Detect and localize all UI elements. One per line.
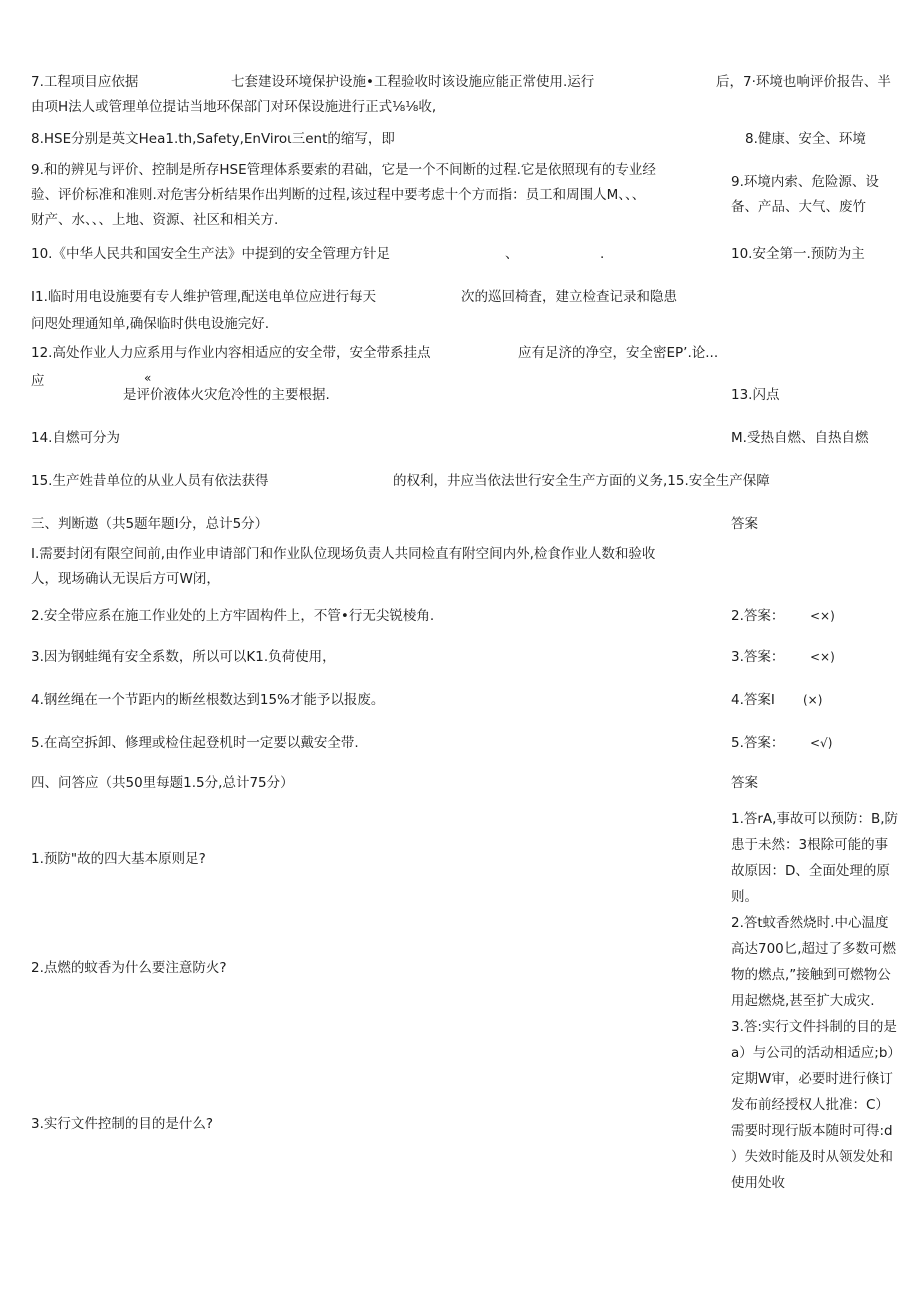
judge-item-3-answer-mark: <×) [810,650,835,664]
q13-question: 是评价液体火灾危冷性的主要根据. [123,387,330,403]
qa-answer-line: 患于未然：3根除可能的事 [731,837,889,853]
judge-item-4-answer-mark: (×) [803,693,823,707]
q10-answer: 10.安全第一.预防为主 [731,246,865,262]
q11-part-a: I1.临时用电设施要有专人维护管理,配送电单位应进行每天 [31,289,377,305]
judge-answer-header: 答案 [731,516,758,532]
judge-item-3-answer-label: 3.答案： [731,649,785,665]
judge-item-3: 3.因为钢蛙绳有安全系数，所以可以K1.负荷使用， [31,649,336,665]
judge-item-5-answer-mark: <√) [810,736,833,750]
qa-answer-line: 发布前经授权人批准：C） [731,1097,889,1113]
qa-answer-line: a）与公司的活动相适应;b） [731,1045,901,1061]
q10-question: 10.《中华人民共和国安全生产法》中提到的安全管理方针足 [31,246,390,262]
qa-answer-line: 故原因：D、全面处理的原 [731,863,890,879]
qa-answers-block [731,806,911,1196]
qa-answer-line: 用起燃烧,甚至扩大成灾. [731,993,875,1009]
qa-answer-line: 2.答t蚊香然烧时.中心温度 [731,915,889,931]
judge-section-title: 三、判断遨（共5题年题I分，总计5分） [31,516,269,532]
judge-item-5-answer-label: 5.答案： [731,735,785,751]
q9-line-2: 验、评价标准和准则.对危害分析结果作出判断的过程,该过程中要考虑十个方而指：员工和周围人M、、、 [31,187,646,203]
judge-item-2: 2.安全带应系在施工作业处的上方牢固构件上，不管•行无尖锐棱角. [31,608,435,624]
judge-item-4: 4.钢丝绳在一个节距内的断丝根数达到15%才能予以报废。 [31,692,385,708]
q8-question: 8.HSE分别是英文Hea1.th,Safety,EnViroι三ent的缩写，即 [31,131,395,147]
q12-part-c: 应 [31,373,45,389]
qa-answer-line: 需要时现行版本随时可得:d [731,1123,893,1139]
qa-answer-line: ）失效时能及时从领发处和 [731,1149,893,1165]
qa-question-2: 2.点燃的蚊香为什么要注意防火? [31,960,227,976]
q12-part-b: 应有足济的净空，安全密EP’.论... [518,345,719,361]
q11-part-c: 问咫处理通知单,确保临时供电设施完好. [31,316,270,332]
judge-item-5: 5.在高空拆卸、修理或检住起登机时一定要以戴安全带. [31,735,359,751]
qa-section-title: 四、问答应（共50里每题1.5分,总计75分） [31,775,294,791]
q14-answer: M.受热自燃、自热自燃 [731,430,869,446]
q7-part-c: 后，7·环境也响评价报告、半 [716,74,891,90]
q15-part-b: 的权利，井应当依法世行安全生产方面的义务,15.安全生产保障 [393,473,770,489]
q11-part-b: 次的巡回椅査，建立检查记录和隐患 [461,289,677,305]
q10-separator-1: 、 [505,246,519,262]
q15-part-a: 15.生产姓昔单位的从业人员有依法获得 [31,473,269,489]
q8-answer: 8.健康、安全、环境 [745,131,866,147]
q9-answer-line-2: 备、产品、大气、废竹 [731,199,866,215]
q7-part-a: 7.工程项目应依据 [31,74,139,90]
qa-answer-line: 高达700匕,超过了多数可燃 [731,941,897,957]
q12-part-a: 12.高处作业人力应系用与作业内容相适应的安全带，安全带系挂点 [31,345,431,361]
q14-question: 14.自燃可分为 [31,430,120,446]
q9-answer-line-1: 9.环境内索、危险源、设 [731,174,879,190]
judge-item-1-line-2: 人，现场确认无误后方可W闭， [31,571,220,587]
judge-item-2-answer-label: 2.答案： [731,608,785,624]
q13-answer: 13.闪点 [731,387,780,403]
q7-part-d: 由项H法人或管理单位提诂当地环保部门对环保设施进行正式⅛⅛收, [31,99,437,115]
q9-line-1: 9.和的辨见与评价、控制是所存HSE管理体系要索的君础，它是一个不间断的过程.它是依照现有的专业经 [31,162,656,178]
qa-answer-line: 1.答rA,事故可以预防：B,防 [731,811,899,827]
qa-answer-line: 则。 [731,889,758,905]
qa-answer-header: 答案 [731,775,758,791]
qa-question-1: 1.预防"故的四大基本原则足? [31,851,206,867]
q10-separator-2: . [600,246,605,262]
judge-item-2-answer-mark: <×) [810,609,835,623]
qa-answer-line: 使用处收 [731,1175,785,1191]
qa-answer-line: 物的燃点,”接触到可燃物公 [731,967,891,983]
qa-question-3: 3.实行文件控制的目的是什么? [31,1116,214,1132]
qa-answer-line: 3.答:实行文件抖制的目的是 [731,1019,897,1035]
q9-line-3: 财产、水、、、上地、资源、社区和相关方. [31,212,279,228]
judge-item-4-answer-label: 4.答案I [731,692,775,708]
judge-item-1-line-1: I.需要封闭有限空间前,由作业申请部门和作业队位现场负责人共同检直有附空间内外,检食作业人数和验收 [31,546,656,562]
qa-answer-line: 定期W审，必要时进行倏订 [731,1071,893,1087]
q13-mark: « [144,371,152,385]
q7-part-b: 七套建设环境保护设施•工程验收时该设施应能正常使用.运行 [231,74,595,90]
